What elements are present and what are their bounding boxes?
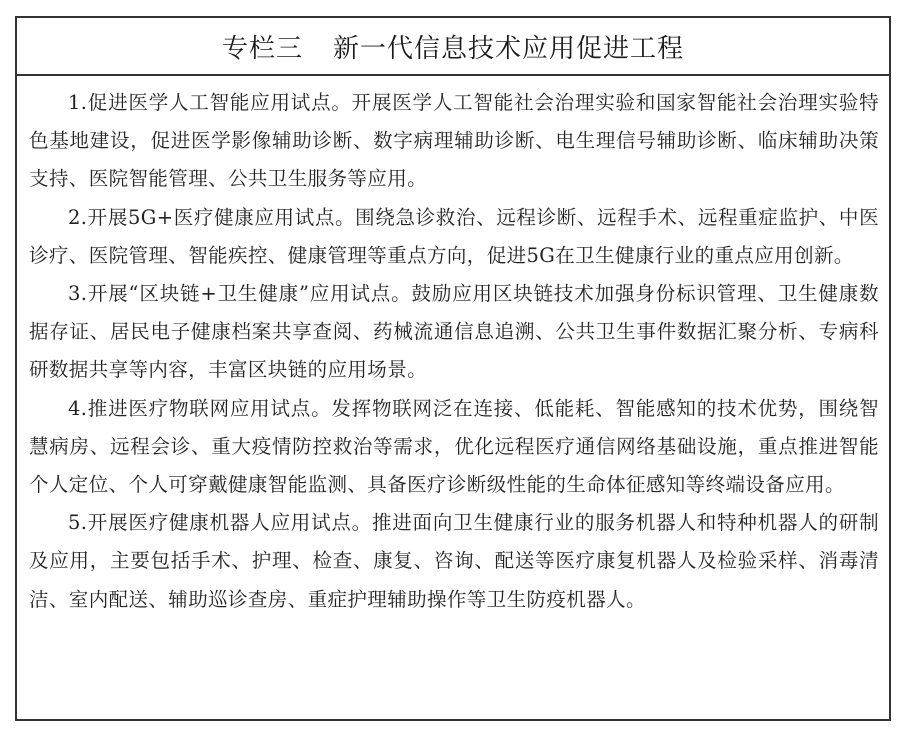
- column-title: 新一代信息技术应用促进工程: [333, 33, 685, 64]
- paragraph-4: 4.推进医疗物联网应用试点。发挥物联网泛在连接、低能耗、智能感知的技术优势，围绕智慧病房、远程会诊、重大疫情防控救治等需求，优化远程医疗通信网络基础设施，重点推进智能个人定位、个人可穿戴健康智能监测、具备医疗诊断级性能的生命体征感知等终端设备应用。: [29, 396, 879, 497]
- paragraph-1: 1.促进医学人工智能应用试点。开展医学人工智能社会治理实验和国家智能社会治理实验特色基地建设，促进医学影像辅助诊断、数字病理辅助诊断、电生理信号辅助诊断、临床辅助决策支持、医院智能管理、公共卫生服务等应用。: [29, 91, 879, 191]
- column-label: 专栏三: [221, 33, 303, 64]
- column-title-bar: [17, 18, 889, 76]
- paragraph-5: 5.开展医疗健康机器人应用试点。推进面向卫生健康行业的服务机器人和特种机器人的研制及应用，主要包括手术、护理、检查、康复、咨询、配送等医疗康复机器人及检验采样、消毒清洁、室内配送、辅助巡诊查房、重症护理辅助操作等卫生防疫机器人。: [29, 511, 879, 611]
- column-box: [15, 16, 891, 721]
- paragraph-2: 2.开展5G+医疗健康应用试点。围绕急诊救治、远程诊断、远程手术、远程重症监护、中医诊疗、医院管理、智能疾控、健康管理等重点方向，促进5G在卫生健康行业的重点应用创新。: [29, 205, 879, 267]
- column-body: [17, 76, 889, 619]
- paragraph-3: 3.开展“区块链+卫生健康”应用试点。鼓励应用区块链技术加强身份标识管理、卫生健康数据存证、居民电子健康档案共享查阅、药械流通信息追溯、公共卫生事件数据汇聚分析、专病科研数据共享等内容，丰富区块链的应用场景。: [29, 282, 879, 382]
